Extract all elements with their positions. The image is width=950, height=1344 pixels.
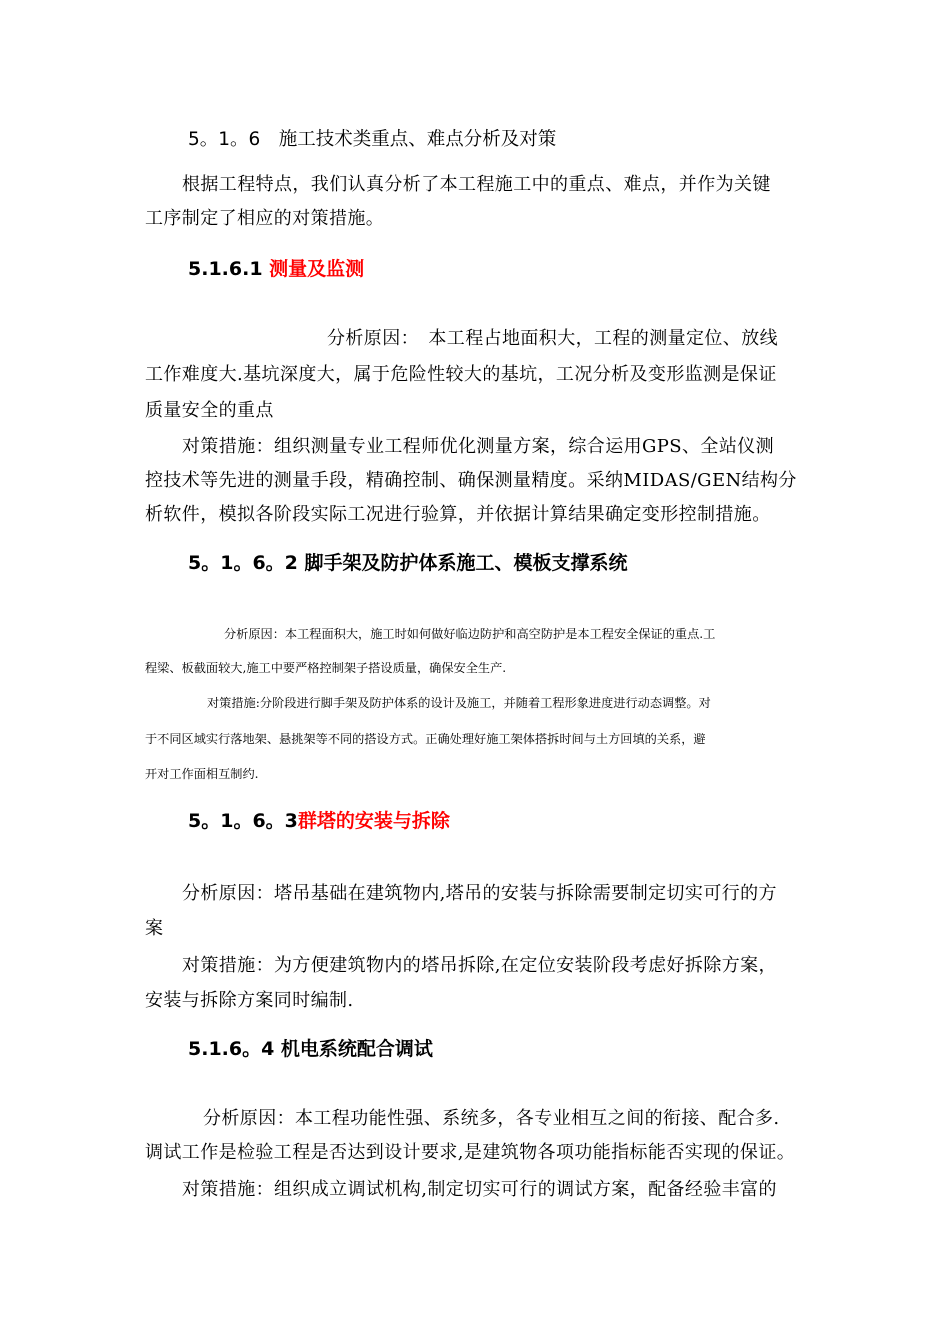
heading-number: 5。1。6。3: [188, 810, 298, 832]
s3-analysis-line-2: 案: [145, 918, 164, 939]
s1-analysis-line-3: 质量安全的重点: [145, 400, 274, 421]
s1-measures-line-1: 对策措施：组织测量专业工程师优化测量方案，综合运用GPS、全站仪测: [182, 436, 775, 457]
s3-analysis-line-1: 分析原因：塔吊基础在建筑物内,塔吊的安装与拆除需要制定切实可行的方: [182, 883, 777, 904]
s1-measures-line-3: 析软件，模拟各阶段实际工况进行验算，并依据计算结果确定变形控制措施。: [145, 504, 771, 525]
s4-measures-line-1: 对策措施：组织成立调试机构,制定切实可行的调试方案，配备经验丰富的: [182, 1179, 777, 1200]
s1-analysis-line-1: 分析原因： 本工程占地面积大，工程的测量定位、放线: [327, 328, 778, 349]
s2-analysis-line-1: 分析原因：本工程面积大，施工时如何做好临边防护和高空防护是本工程安全保证的重点.工: [224, 627, 716, 641]
heading-number: 5.1.6.1: [188, 258, 263, 280]
intro-line-1: 根据工程特点，我们认真分析了本工程施工中的重点、难点，并作为关键: [182, 174, 771, 195]
intro-line-2: 工序制定了相应的对策措施。: [145, 208, 385, 229]
s2-measures-line-2: 于不同区域实行落地架、悬挑架等不同的搭设方式。正确处理好施工架体搭拆时间与土方回填的关系，避: [145, 732, 706, 746]
s1-measures-line-2: 控技术等先进的测量手段，精确控制、确保测量精度。采纳MIDAS/GEN结构分: [145, 470, 797, 491]
heading-5-1-6-3: [188, 806, 450, 833]
s3-measures-line-1: 对策措施：为方便建筑物内的塔吊拆除,在定位安装阶段考虑好拆除方案，: [182, 955, 777, 976]
heading-title: 群塔的安装与拆除: [297, 810, 450, 832]
s3-measures-line-2: 安装与拆除方案同时编制.: [145, 990, 354, 1011]
s2-measures-line-3: 开对工作面相互制约.: [145, 767, 259, 781]
heading-5-1-6-2: 5。1。6。2 脚手架及防护体系施工、模板支撑系统: [188, 552, 628, 574]
heading-5-1-6-1: [188, 254, 364, 281]
heading-5-1-6-4: 5.1.6。4 机电系统配合调试: [188, 1038, 433, 1060]
section-title: 5。1。6 施工技术类重点、难点分析及对策: [188, 129, 557, 150]
heading-title: 测量及监测: [269, 258, 365, 280]
s1-analysis-line-2: 工作难度大.基坑深度大，属于危险性较大的基坑，工况分析及变形监测是保证: [145, 364, 777, 385]
s4-analysis-line-1: 分析原因：本工程功能性强、系统多，各专业相互之间的衔接、配合多.: [203, 1108, 780, 1129]
s4-analysis-line-2: 调试工作是检验工程是否达到设计要求,是建筑物各项功能指标能否实现的保证。: [145, 1142, 796, 1163]
s2-analysis-line-2: 程梁、板截面较大,施工中要严格控制架子搭设质量，确保安全生产.: [145, 661, 507, 675]
s2-measures-line-1: 对策措施:分阶段进行脚手架及防护体系的设计及施工，并随着工程形象进度进行动态调整。对: [207, 696, 711, 710]
